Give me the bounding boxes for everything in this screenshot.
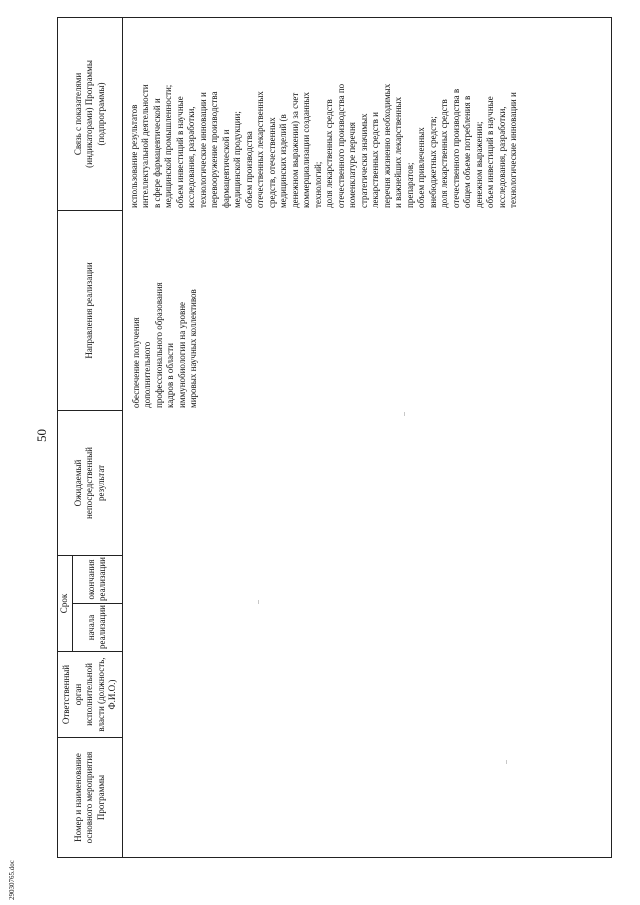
scan-artifact: [258, 600, 259, 604]
header-responsible-body: Ответственный орган исполнительной власти (должность, Ф.И.О.): [58, 652, 123, 738]
header-term-start: начала реализации: [72, 604, 122, 652]
page-number: 50: [34, 429, 49, 442]
table-row: [122, 17, 612, 857]
header-directions: Направления реализации: [58, 210, 123, 410]
cell-indicators: использование результатов интеллектуальной деятельности в сфере фармацевтической и медицинской промышленности; объем инвестиций в научные исследования, разработки, технологические инновации и перевооружение производства фармацевтической и медицинской продукции; объем производства отечественных лекарственных средств, отечественных медицинских изделий (в денежном выражении) за счет коммерциализации созданных технологий; доля лекарственных средств отечественного производства по номенклатуре перечня стратегически значимых лекарственных средств и перечня жизненно необходимых и важнейших лекарственных препаратов; объем привлеченных внебюджетных средств; доля лекарственных средств отечественного производства в общем объеме потребления в денежном выражении; объем инвестиций в научные исследования, разработки, технологические инновации и: [122, 17, 612, 210]
program-measures-table: [57, 17, 612, 858]
scan-artifact: [404, 412, 405, 416]
header-indicators-link: Связь с показателями (индикаторами) Программы (подпрограммы): [58, 17, 123, 210]
header-expected-result: Ожидаемый непосредственный результат: [58, 410, 123, 555]
cell-directions: обеспечение получения дополнительного профессионального образования кадров в области иммунобиологии на уровне мировых научных коллективов: [122, 210, 612, 410]
header-activity-number-name: Номер и наименование основного мероприятия Программы: [58, 738, 123, 858]
cell-responsible: [122, 652, 612, 738]
footer-file-name: 29030765.doc: [8, 860, 16, 900]
table-header-row: [58, 17, 73, 857]
cell-term-start: [122, 604, 612, 652]
header-term-end: окончания реализации: [72, 555, 122, 603]
scan-artifact: [506, 760, 507, 764]
cell-activity: [122, 738, 612, 858]
cell-expected-result: [122, 410, 612, 555]
cell-term-end: [122, 555, 612, 603]
rotated-table-wrapper: [57, 18, 612, 858]
header-term: Срок: [58, 555, 73, 651]
